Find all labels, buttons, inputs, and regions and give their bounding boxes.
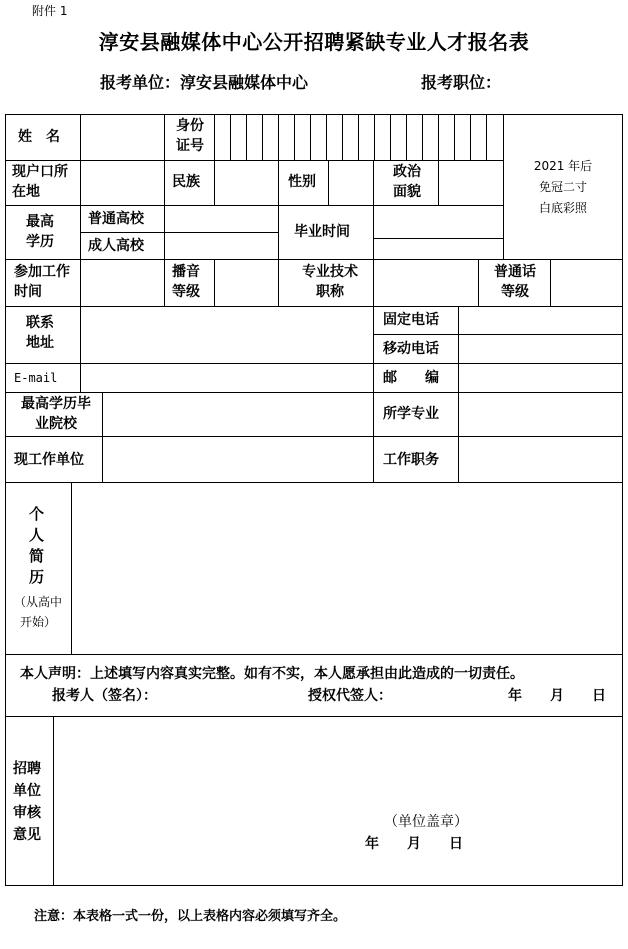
- photo-note: 2021 年后 免冠二寸 白底彩照: [533, 159, 593, 215]
- prof-title-label: 专业技术职称: [302, 264, 358, 300]
- highest-edu-label: 最高学历: [26, 214, 54, 250]
- political-label: 政治面貌: [393, 164, 421, 200]
- annex-label: 附件 1: [32, 4, 68, 18]
- regular-college-label: 普通高校: [88, 211, 144, 227]
- ethnicity-label: 民族: [172, 174, 200, 190]
- postcode-label: 邮 编: [383, 370, 439, 386]
- apply-position: 报考职位：: [421, 73, 502, 92]
- seal-date: 年 月 日: [365, 836, 463, 852]
- broadcast-level-label: 播音等级: [172, 264, 200, 300]
- footer-note: 注意：本表格一式一份，以上表格内容必须填写齐全。: [34, 909, 347, 924]
- employer-label: 现工作单位: [14, 452, 84, 468]
- grad-school-label: 最高学历毕业院校: [21, 396, 91, 432]
- contact-address-label: 联系地址: [26, 315, 54, 351]
- proxy-sign-label: 授权代签人：: [308, 688, 392, 704]
- name-label: 姓 名: [18, 129, 60, 145]
- landline-label: 固定电话: [383, 312, 439, 328]
- grad-time-label: 毕业时间: [294, 224, 350, 240]
- sign-date: 年 月 日: [508, 688, 606, 704]
- mobile-label: 移动电话: [383, 341, 439, 357]
- major-label: 所学专业: [383, 406, 439, 422]
- mandarin-level-label: 普通话等级: [494, 264, 536, 300]
- apply-unit: 报考单位：淳安县融媒体中心: [100, 73, 309, 92]
- work-start-label: 参加工作时间: [14, 264, 70, 300]
- resume-label: 个人简历: [29, 505, 45, 586]
- email-label: E-mail: [14, 371, 58, 385]
- job-duty-label: 工作职务: [383, 452, 439, 468]
- resume-note: （从高中开始）: [13, 595, 62, 629]
- review-label: 招聘单位审核意见: [13, 761, 41, 843]
- hukou-label: 现户口所在地: [12, 164, 68, 200]
- id-number-label: 身份证号: [176, 118, 204, 154]
- seal-label: （单位盖章）: [384, 814, 468, 830]
- applicant-sign-label: 报考人（签名）：: [52, 688, 157, 704]
- declaration-text: 本人声明：上述填写内容真实完整。如有不实，本人愿承担由此造成的一切责任。: [20, 666, 524, 682]
- adult-college-label: 成人高校: [88, 238, 144, 254]
- gender-label: 性别: [288, 174, 316, 190]
- form-title: 淳安县融媒体中心公开招聘紧缺专业人才报名表: [98, 30, 530, 54]
